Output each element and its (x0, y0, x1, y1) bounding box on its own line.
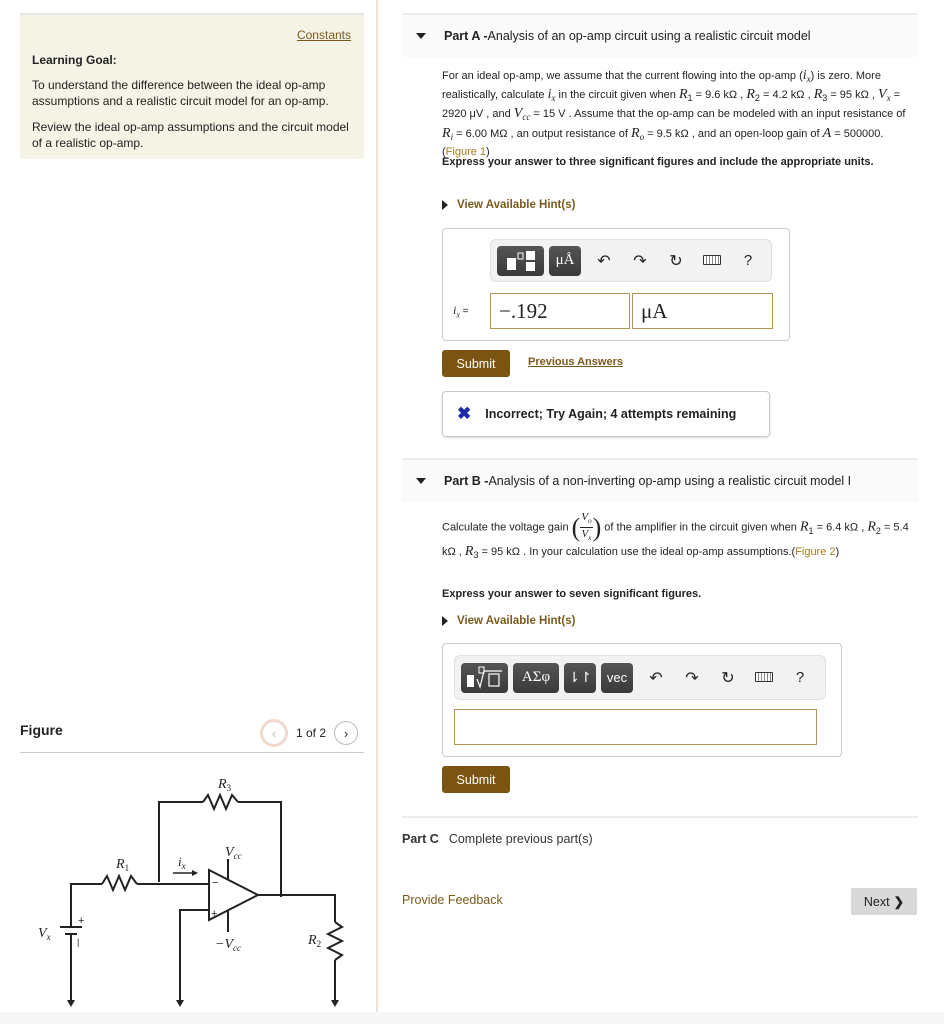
chevron-right-icon: › (343, 725, 349, 741)
label-r2: $R_2$ (308, 933, 322, 949)
circuit-diagram (20, 762, 360, 1012)
feedback-text: Incorrect; Try Again; 4 attempts remaining (485, 407, 737, 421)
answer-label: $i_x$ = (453, 303, 469, 320)
part-a-toolbar (490, 239, 772, 282)
redo-button[interactable] (622, 251, 658, 271)
part-a-question: For an ideal op-amp, we assume that the current flowing into the op-amp $(i_x)$ is zero. More realistically, calculate $i_x$ in the circuit given when $R_1 = 9.6$ kΩ , $R_2 = 4.2$ kΩ , $R_3 = 95$ kΩ , $V_x = 2920$ μV , and $V_{cc} = 15$ V . Assume that the op-amp can be modeled with an input resistance of $R_i = 6.00$ MΩ , an output resistance of $R_o = 9.5$ kΩ , and an open-loop gain of A = 500000.(Figure 1) (442, 68, 906, 158)
svg-text:+: + (78, 915, 85, 927)
part-b-question: Calculate the voltage gain ( $V_o$ $V_x$ ) of the amplifier in the circuit given when $R_1 = 6.4$ kΩ , $R_2 = 5.4$ kΩ , $R_3 = 95$ kΩ . In your calculation use the ideal op-amp assumptions.(Figure 2) (442, 511, 909, 561)
templates-icon (505, 250, 537, 272)
review-text: Review the ideal op-amp assumptions and the circuit model of a realistic op-amp. (32, 120, 349, 150)
x-icon: ✖ (457, 404, 472, 423)
templates-sqrt-icon (465, 665, 505, 691)
keyboard-icon (703, 255, 721, 265)
caret-right-icon (442, 200, 448, 210)
reset-icon: ↻ (721, 669, 735, 687)
redo-button[interactable] (674, 668, 710, 688)
part-b-title: Analysis of a non-inverting op-amp using a realistic circuit model I (488, 474, 852, 488)
label-r3: $R_3$ (218, 777, 232, 793)
reset-button[interactable] (710, 668, 746, 688)
answer-input[interactable] (454, 709, 817, 745)
part-a-instruction: Express your answer to three significant figures and include the appropriate units. (442, 156, 874, 168)
keyboard-button[interactable] (746, 669, 782, 687)
undo-icon: ↶ (597, 252, 611, 270)
figure-1-link[interactable]: Figure 1 (445, 145, 487, 158)
column-divider (376, 0, 378, 1024)
redo-icon: ↷ (685, 669, 699, 687)
value-input[interactable]: −.192 (490, 293, 630, 329)
part-c-label: Part C (402, 832, 439, 846)
figure-2-link[interactable]: Figure 2 (795, 546, 836, 559)
label-neg-vcc: $-V_{cc}$ (215, 937, 241, 953)
chevron-left-icon: ‹ (271, 725, 277, 741)
left-panel (0, 0, 377, 1024)
figure-next-button[interactable] (334, 721, 358, 745)
part-c-row (402, 832, 593, 846)
learning-goal-box (20, 13, 364, 159)
templates-button[interactable] (497, 246, 544, 276)
caret-down-icon (416, 33, 426, 39)
help-button[interactable]: ? (743, 252, 753, 269)
svg-text:|: | (77, 937, 80, 947)
label-vcc: $V_{cc}$ (225, 845, 242, 861)
caret-down-icon (416, 478, 426, 484)
learning-goal-text: To understand the difference between the ideal op-amp assumptions and a realistic circuit model for an op-amp. (32, 78, 329, 108)
constants-link[interactable]: Constants (296, 28, 351, 42)
next-button[interactable]: Next ❯ (851, 888, 917, 915)
learning-goal-title: Learning Goal: (32, 53, 117, 67)
reset-icon: ↻ (669, 252, 683, 270)
part-b-toolbar (454, 655, 826, 700)
templates-sqrt-button[interactable] (461, 663, 508, 693)
part-b-label: Part B - (444, 474, 489, 488)
undo-button[interactable] (638, 668, 674, 688)
part-c-status: Complete previous part(s) (448, 832, 593, 846)
redo-icon: ↷ (633, 252, 647, 270)
vector-button[interactable]: vec (601, 663, 633, 693)
previous-answers-link[interactable]: Previous Answers (528, 356, 623, 368)
part-b-answer-box (442, 643, 842, 757)
part-b-instruction: Express your answer to seven significant figures. (442, 588, 702, 600)
feedback-message (442, 391, 770, 437)
part-a-title: Analysis of an op-amp circuit using a realistic circuit model (487, 29, 811, 43)
figure-prev-button[interactable] (262, 721, 286, 745)
figure-divider (20, 752, 364, 753)
label-vx: $V_x$ (38, 926, 51, 942)
caret-right-icon (442, 616, 448, 626)
bottom-bar (0, 1012, 944, 1024)
part-b-submit-button[interactable]: Submit (442, 766, 510, 793)
label-r1: $R_1$ (116, 857, 130, 873)
keyboard-icon (755, 672, 773, 682)
help-button[interactable]: ? (795, 669, 805, 686)
undo-icon: ↶ (649, 669, 663, 687)
figure-counter: 1 of 2 (296, 726, 327, 740)
arrows-button[interactable]: ⇂↾ (564, 663, 596, 693)
units-button[interactable]: μÅ (549, 246, 581, 276)
part-b-header[interactable] (402, 458, 918, 502)
part-a-submit-button[interactable]: Submit (442, 350, 510, 377)
part-a-hints-toggle[interactable]: View Available Hint(s) (442, 199, 575, 211)
chevron-right-icon: ❯ (893, 895, 905, 909)
reset-button[interactable] (658, 251, 694, 271)
svg-text:+: + (211, 908, 218, 920)
svg-text:−: − (212, 877, 219, 889)
provide-feedback-link[interactable]: Provide Feedback (402, 893, 503, 907)
label-ix: $i_x$ (178, 854, 186, 871)
figure-pager (262, 721, 358, 745)
keyboard-button[interactable] (694, 252, 730, 270)
figure-title: Figure (20, 722, 63, 738)
section-divider (402, 816, 918, 818)
greek-button[interactable]: ΑΣφ (513, 663, 559, 693)
part-a-answer-box (442, 228, 790, 341)
part-b-hints-toggle[interactable]: View Available Hint(s) (442, 615, 575, 627)
part-a-header[interactable] (402, 13, 918, 57)
units-input[interactable]: μA (632, 293, 773, 329)
undo-button[interactable] (586, 251, 622, 271)
part-a-label: Part A - (444, 29, 488, 43)
